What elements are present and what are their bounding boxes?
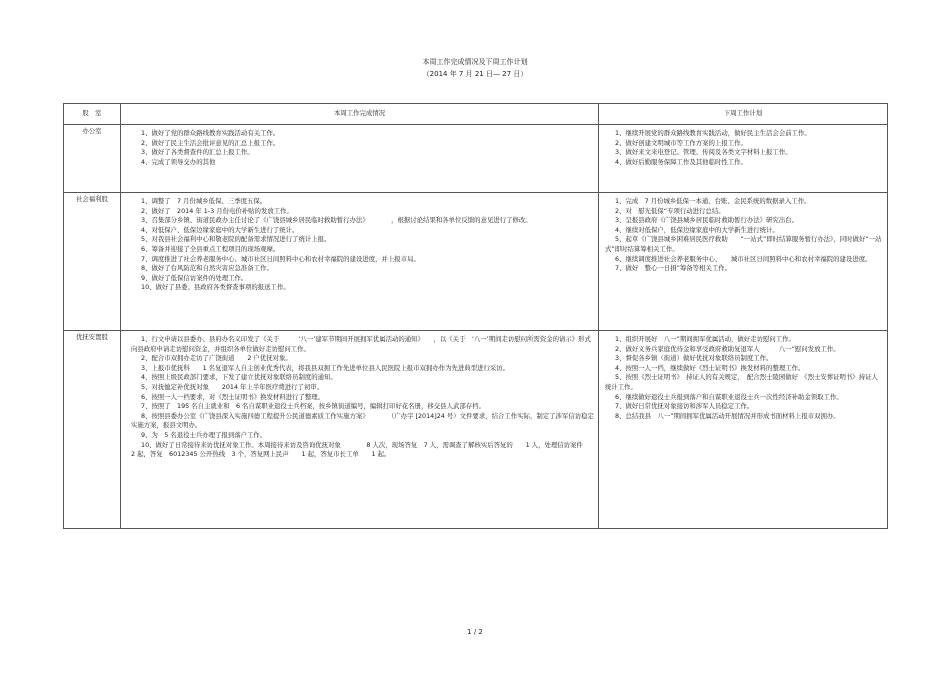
list-item: 8、做好了台风防范和自然灾害应急准备工作。 (141, 264, 273, 273)
list-item: 2、配合市双拥办走访了广饶街道 2 户优抚对象。 (141, 354, 292, 363)
list-item: 2、做好了民主生活会批评意见的汇总上报工作。 (141, 138, 280, 147)
list-item: 7、做好 整心一日捐”筹备等相关工作。 (615, 264, 732, 273)
list-item: 5、起草《广饶县城乡困难居民医疗救助 “一站式”即时结算服务暂行办法》，同时做好“一站式”即时结算筹相关工作。 (605, 235, 882, 253)
next-plan-cell (599, 193, 888, 331)
list-item: 10、做好了日常接待来访优抚对象工作。本周接待来访及咨询优抚对象 8 人次，现场答复 7 人，需调查了解核实后答复的 1 人，处理信访案件 2 起，答复 6012345 公开热线 3 个，答复网上民声 1 起，答复市长工单 1 起。 (131, 440, 596, 459)
list-item: 3、做好来文来电登记、管理、传阅及各类文字材料上报工作。 (615, 148, 792, 157)
page-number: 1 / 2 (467, 628, 483, 636)
list-item: 4、做好后勤服务保障工作及其他临时性工作。 (615, 157, 747, 166)
list-item: 1、继续开展党的群众路线教育实践活动，做好民主生活会会前工作。 (615, 129, 811, 137)
column-header-current: 本周工作完成情况 (121, 104, 599, 125)
list-item: 1、做好了党的群众路线教育实践活动有关工作。 (141, 129, 280, 137)
list-item: 1、调整了 7 月份城乡低保、三季度五保。 (141, 197, 267, 205)
list-item: 5、按照《烈士证明书》 持证人的有关规定， 配合烈士陵园做好 《烈士安葬证明书》持证人统计工作。 (605, 373, 878, 391)
current-work-cell (121, 331, 599, 529)
column-header-next: 下周工作计划 (599, 104, 888, 125)
list-item: 2、做好创建文明城市等工作方案的上报工作。 (615, 138, 747, 147)
list-item: 1、组织开展好 八一”期间拥军优属活动，做好走访慰问工作。 (615, 335, 795, 343)
list-item: 4、按照上级民政部门要求，下发了建立优抚对象联络员制度的通知。 (141, 373, 337, 382)
table-row (64, 125, 888, 193)
current-work-cell (121, 193, 599, 331)
list-item: 9、为 5 名退役士兵办理了报到落户工作。 (141, 430, 267, 439)
list-item: 2、对 慰光低保“专项行动进行总结。 (615, 206, 725, 215)
work-report-table (63, 103, 888, 529)
list-item: 4、继续对低保户，低保边缘家庭中的大学新生进行统计。 (615, 225, 779, 234)
list-item: 9、做好了低保信访案件的处理工作。 (141, 273, 248, 282)
list-item: 6、按照一人一档要求，对《烈士证明书》换发材料进行了整理。 (141, 392, 325, 401)
table-row (64, 193, 888, 331)
list-item: 4、对低保户、低保边缘家庭中的大学新生进行了统计。 (141, 225, 299, 234)
list-item: 1、完成 7 月份城乡低保一本通、台账、金民系统的数据录入工作。 (615, 197, 811, 205)
list-item: 1、行文申请以县委办、县府办名义印发了《关于 ‘八一’建军节期间开展拥军优属活动的通知》 ，以《关于 ‘八一’期间走访慰问所需资金的请示》形式向县政府申请走访慰问资金，并组织各单位做好走访慰问工作。 (131, 335, 591, 353)
dept-cell: 办公室 (64, 125, 121, 193)
list-item: 7、调度推进了社会养老服务中心、城市社区日间照料中心和农村幸福院的建设进度，并上报市局。 (141, 254, 420, 263)
current-work-cell (121, 125, 599, 193)
list-item: 7、做好日常优抚对象接访和涉军人员稳定工作。 (615, 402, 754, 411)
list-item: 3、督促各乡镇（街道）做好优抚对象联络员制度工作。 (615, 354, 773, 363)
list-item: 3、召集部分乡镇、街道民政办主任讨论了《广饶县城乡居民临时救助暂行办法》 ，根据讨论结果和各单位反馈的意见进行了修改。 (141, 216, 532, 225)
list-item: 7、按照了 195 名自主就业和 6 名自谋职业退役士兵档案，按乡镇街道编号，编辑打印好花名册，移交县人武部存档。 (141, 402, 485, 411)
list-item: 2、做好义务兵家庭优待金和享受政府救助复退军人 八一”慰问发放工作。 (615, 344, 840, 353)
list-item: 3、呈报县政府《广饶县城乡居民临时救助暂行办法》研究出台。 (615, 216, 799, 225)
list-item: 6、筹备并迎接了全县重点工程项目的现场观摩。 (141, 244, 280, 253)
next-plan-cell (599, 331, 888, 529)
list-item: 6、继续做好退役士兵报到落户和自谋职业退役士兵一次性经济补助金领取工作。 (615, 392, 843, 401)
list-item: 5、对我县社会福利中心和敬老院的配备需求情况进行了统计上报。 (141, 235, 331, 244)
dept-cell: 社会福利股 (64, 193, 121, 331)
list-item: 8、按照县委办公室《广饶县深入实施四德工程提升公民道德素质工作实施方案》 （广办字 [2014]24 号）文件要求，结合工作实际，制定了涉军信访稳定实施方案，报县文明办。 (131, 411, 594, 430)
list-item: 2、做好了 2014 年 1-3 月份电价补贴的发放工作。 (141, 206, 293, 215)
list-item: 3、做好了各类督查件的汇总上报工作。 (141, 148, 254, 157)
list-item: 5、对抚恤定补优抚对象 2014 年上半年医疗费进行了初审。 (141, 382, 324, 391)
list-item: 10、做好了县委、县政府各类督查事项的报送工作。 (141, 283, 290, 292)
list-item: 3、上报市优抚科 1 名复退军人自主创业优秀代表，将我县双拥工作先进单位县人民医院上报市双拥办作为先进典型进行采访。 (141, 363, 510, 372)
table-row (64, 331, 888, 529)
list-item: 4、完成了领导交办的其他 (141, 157, 216, 166)
list-item: 4、按照一人一档，继续做好《烈士证明书》换发材料的整理工作。 (615, 363, 805, 372)
dept-cell: 优抚安置股 (64, 331, 121, 529)
next-plan-cell (599, 125, 888, 193)
table-header-row (64, 104, 888, 125)
list-item: 8、总结我县 八一”期间拥军优属活动开展情况并形成书面材料上报市双拥办。 (615, 411, 840, 420)
column-header-dept: 股 室 (64, 104, 121, 125)
date-range: （2014 年 7 月 21 日— 27 日） (422, 70, 528, 78)
page-title: 本周工作完成情况及下周工作计划 (422, 58, 528, 66)
list-item: 6、继续调度推进社会养老服务中心、 城市社区日间照料中心和农村幸福院的建设进度。 (615, 254, 872, 263)
